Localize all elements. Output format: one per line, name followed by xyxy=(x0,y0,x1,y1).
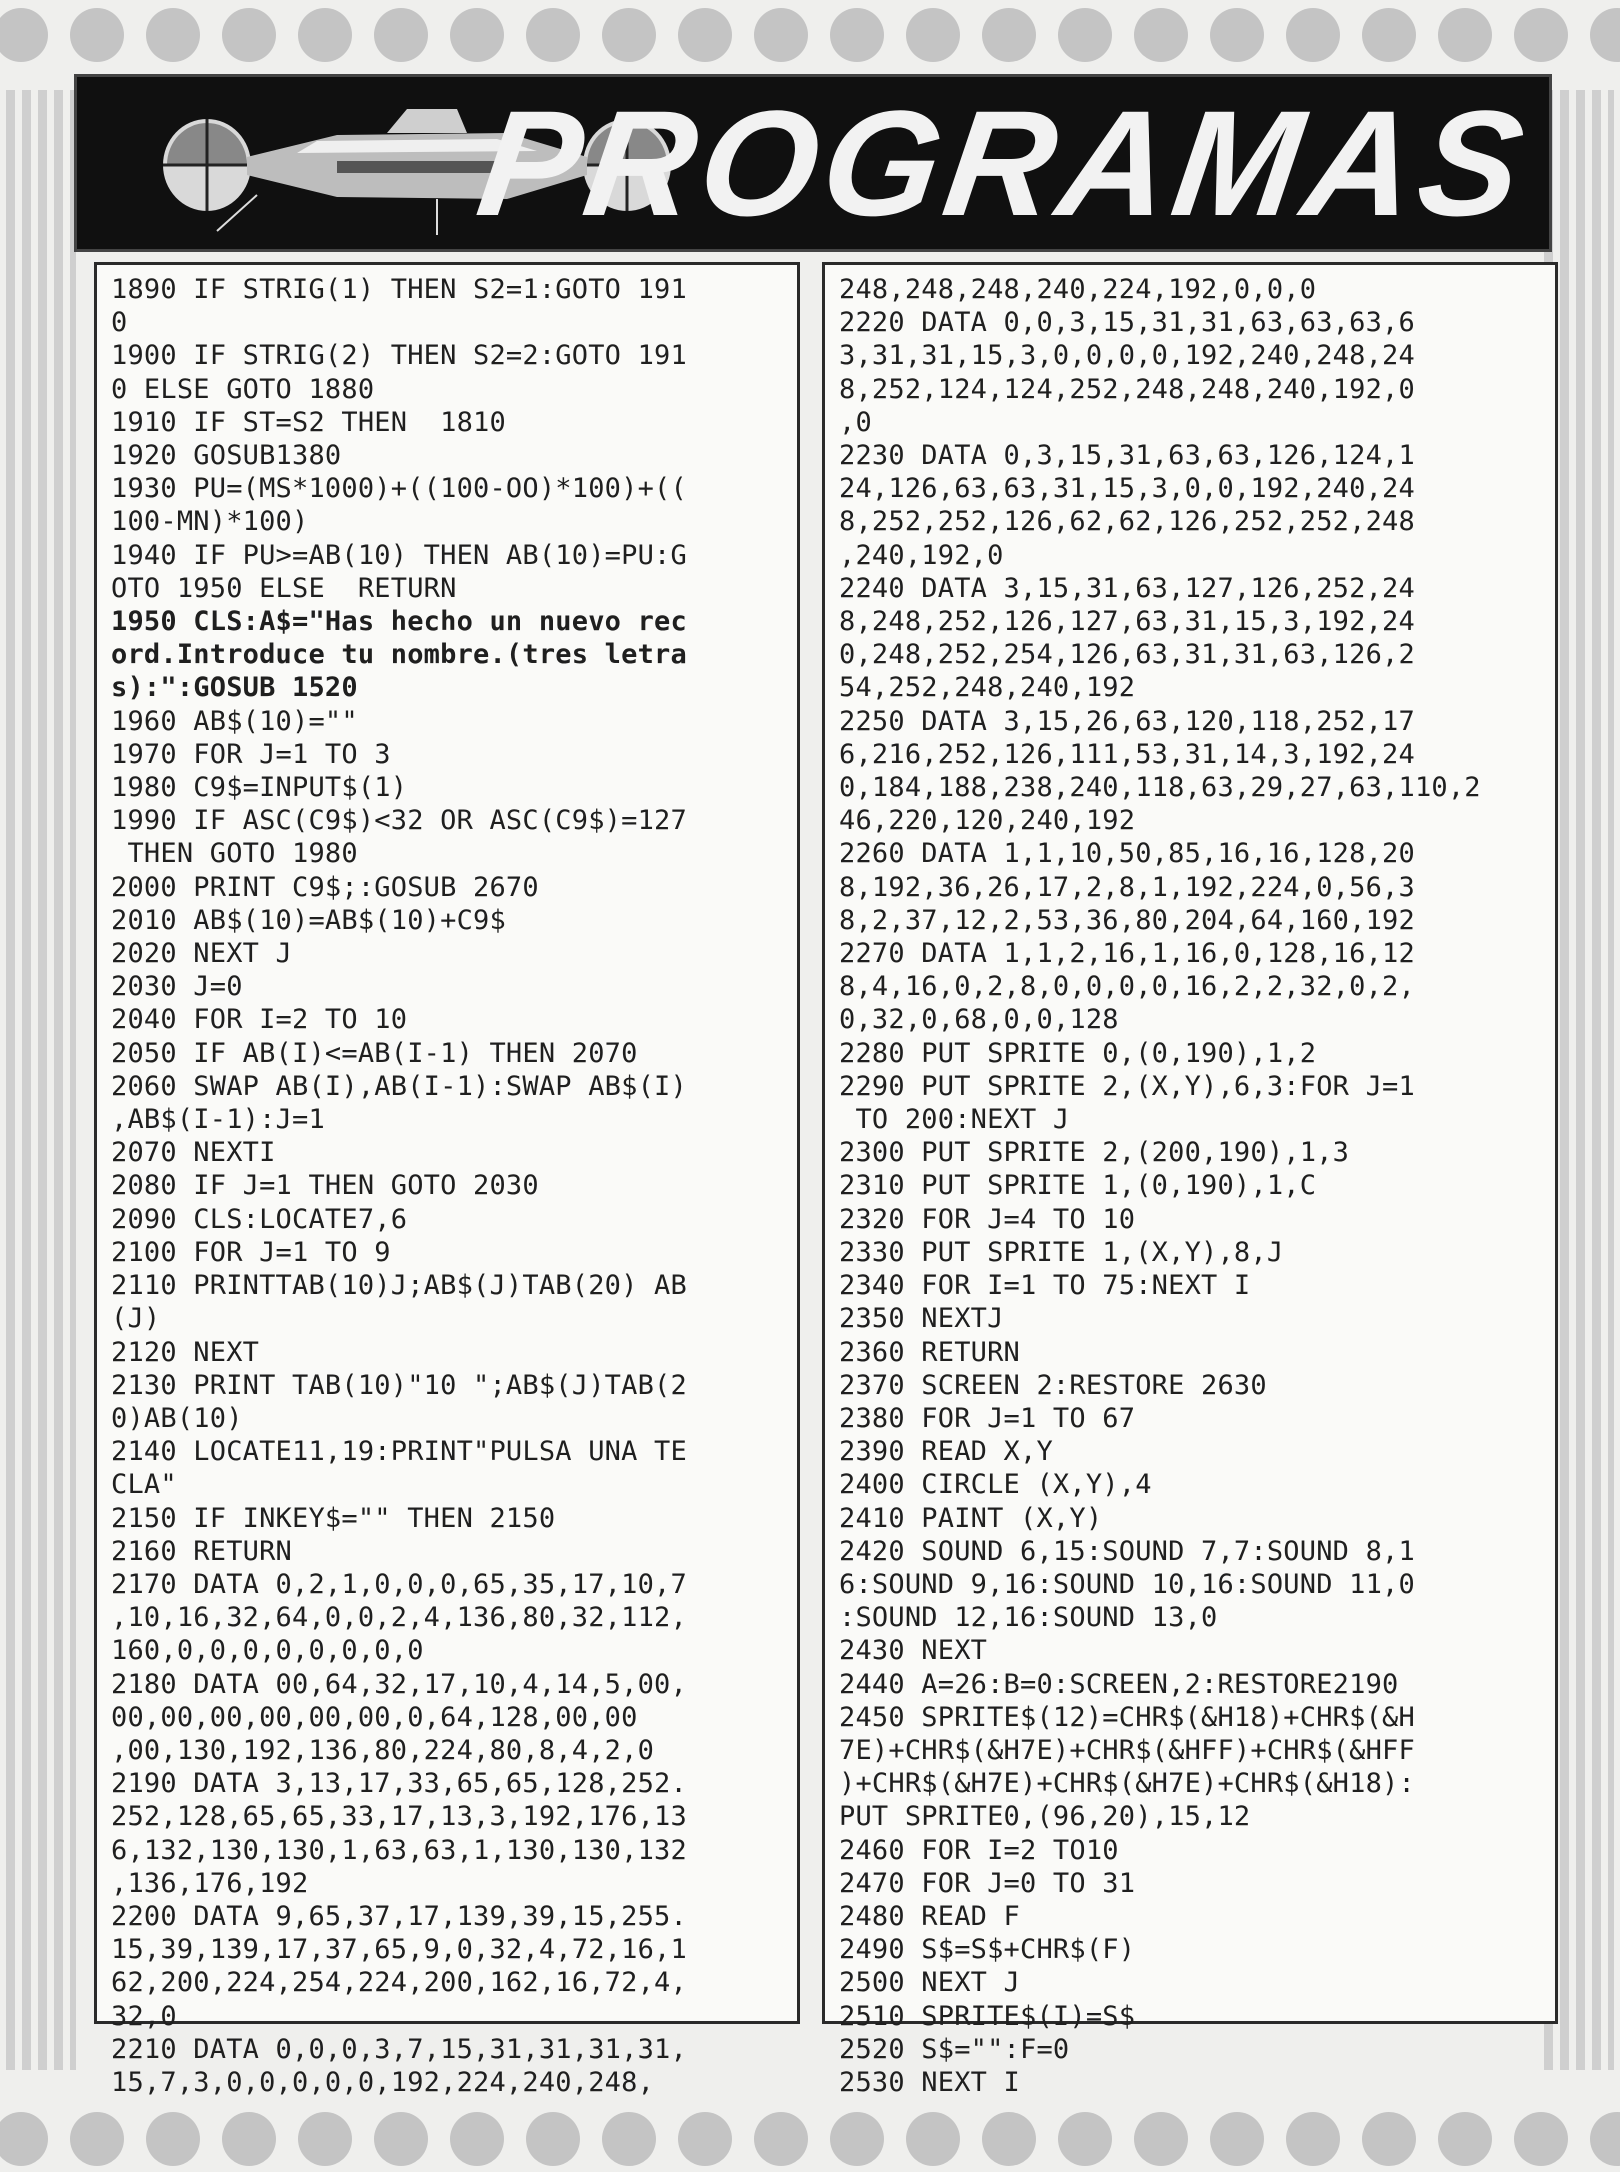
code-line: 0,184,188,238,240,118,63,29,27,63,110,2 xyxy=(839,772,1481,804)
code-line: 0)AB(10) xyxy=(111,1402,243,1434)
code-line: 54,252,248,240,192 xyxy=(839,672,1136,704)
code-line: 2160 RETURN xyxy=(111,1535,293,1567)
code-line: 0 ELSE GOTO 1880 xyxy=(111,373,375,405)
code-line: 8,252,124,124,252,248,248,240,192,0 xyxy=(839,373,1415,405)
code-line: 2150 IF INKEY$="" THEN 2150 xyxy=(111,1502,556,1534)
code-line: 2110 PRINTTAB(10)J;AB$(J)TAB(20) AB xyxy=(111,1270,687,1302)
code-line: 1980 C9$=INPUT$(1) xyxy=(111,772,408,804)
left-stripe-border xyxy=(6,90,76,2070)
border-dot xyxy=(526,2112,580,2166)
code-line: )+CHR$(&H7E)+CHR$(&H7E)+CHR$(&H18): xyxy=(839,1768,1415,1800)
code-line: 6,216,252,126,111,53,31,14,3,192,24 xyxy=(839,738,1415,770)
code-line: 2140 LOCATE11,19:PRINT"PULSA UNA TE xyxy=(111,1436,687,1468)
code-line: 2530 NEXT I xyxy=(839,2066,1021,2098)
code-line: ,0 xyxy=(839,406,872,438)
code-line: 2310 PUT SPRITE 1,(0,190),1,C xyxy=(839,1170,1317,1202)
code-line: 2470 FOR J=0 TO 31 xyxy=(839,1867,1136,1899)
code-line: 32,0 xyxy=(111,2000,177,2032)
code-column-left xyxy=(94,262,800,2098)
border-dot xyxy=(70,8,124,62)
border-dot xyxy=(1590,2112,1620,2166)
code-line: 2410 PAINT (X,Y) xyxy=(839,1502,1103,1534)
code-line: 2350 NEXTJ xyxy=(839,1303,1004,1335)
code-line: 2020 NEXT J xyxy=(111,938,293,970)
code-line: 2290 PUT SPRITE 2,(X,Y),6,3:FOR J=1 xyxy=(839,1070,1415,1102)
code-line: 8,192,36,26,17,2,8,1,192,224,0,56,3 xyxy=(839,871,1415,903)
code-line: 2090 CLS:LOCATE7,6 xyxy=(111,1203,408,1235)
code-line: 2050 IF AB(I)<=AB(I-1) THEN 2070 xyxy=(111,1037,638,1069)
code-line: 2380 FOR J=1 TO 67 xyxy=(839,1402,1136,1434)
code-line: 2130 PRINT TAB(10)"10 ";AB$(J)TAB(2 xyxy=(111,1369,687,1401)
code-line: 2280 PUT SPRITE 0,(0,190),1,2 xyxy=(839,1037,1317,1069)
border-dot xyxy=(906,8,960,62)
code-line: 2210 DATA 0,0,0,3,7,15,31,31,31,31, xyxy=(111,2033,687,2065)
code-line: 2270 DATA 1,1,2,16,1,16,0,128,16,12 xyxy=(839,938,1415,970)
border-dot xyxy=(1286,8,1340,62)
code-line: 2240 DATA 3,15,31,63,127,126,252,24 xyxy=(839,572,1415,604)
code-line: 2500 NEXT J xyxy=(839,1967,1021,1999)
code-line: 2370 SCREEN 2:RESTORE 2630 xyxy=(839,1369,1267,1401)
code-line: 6,132,130,130,1,63,63,1,130,130,132 xyxy=(111,1834,687,1866)
code-line: 1900 IF STRIG(2) THEN S2=2:GOTO 191 xyxy=(111,340,687,372)
code-line: 2060 SWAP AB(I),AB(I-1):SWAP AB$(I) xyxy=(111,1070,687,1102)
code-line: 2330 PUT SPRITE 1,(X,Y),8,J xyxy=(839,1236,1284,1268)
code-line: 2180 DATA 00,64,32,17,10,4,14,5,00, xyxy=(111,1668,687,1700)
border-dot xyxy=(298,8,352,62)
code-line: 2000 PRINT C9$;:GOSUB 2670 xyxy=(111,871,539,903)
code-line: 1910 IF ST=S2 THEN 1810 xyxy=(111,406,506,438)
border-dot xyxy=(982,2112,1036,2166)
border-dot xyxy=(1134,8,1188,62)
border-dot xyxy=(906,2112,960,2166)
code-line: 1990 IF ASC(C9$)<32 OR ASC(C9$)=127 xyxy=(111,805,687,837)
code-line: ord.Introduce tu nombre.(tres letra xyxy=(111,639,687,671)
code-line: 2080 IF J=1 THEN GOTO 2030 xyxy=(111,1170,539,1202)
code-line: 2200 DATA 9,65,37,17,139,39,15,255. xyxy=(111,1900,687,1932)
code-line: OTO 1950 ELSE RETURN xyxy=(111,572,457,604)
code-line: 24,126,63,63,31,15,3,0,0,192,240,24 xyxy=(839,473,1415,505)
code-line: :SOUND 12,16:SOUND 13,0 xyxy=(839,1602,1218,1634)
code-line: ,136,176,192 xyxy=(111,1867,309,1899)
border-dot xyxy=(298,2112,352,2166)
code-line: 252,128,65,65,33,17,13,3,192,176,13 xyxy=(111,1801,687,1833)
code-line: 2450 SPRITE$(12)=CHR$(&H18)+CHR$(&H xyxy=(839,1701,1415,1733)
code-line: 2480 READ F xyxy=(839,1900,1021,1932)
code-line: 2220 DATA 0,0,3,15,31,31,63,63,63,6 xyxy=(839,307,1415,339)
border-dot xyxy=(526,8,580,62)
code-line: 00,00,00,00,00,00,0,64,128,00,00 xyxy=(111,1701,638,1733)
code-line: 15,7,3,0,0,0,0,0,192,224,240,248, xyxy=(111,2066,655,2098)
border-dot xyxy=(1134,2112,1188,2166)
border-dot xyxy=(0,2112,48,2166)
border-dot xyxy=(70,2112,124,2166)
code-line: 1940 IF PU>=AB(10) THEN AB(10)=PU:G xyxy=(111,539,687,571)
code-line: 15,39,139,17,37,65,9,0,32,4,72,16,1 xyxy=(111,1934,687,1966)
code-line: 1970 FOR J=1 TO 3 xyxy=(111,738,391,770)
code-line: 2460 FOR I=2 TO10 xyxy=(839,1834,1119,1866)
code-line: 8,4,16,0,2,8,0,0,0,0,16,2,2,32,0,2, xyxy=(839,971,1415,1003)
code-line: 1950 CLS:A$="Has hecho un nuevo rec xyxy=(111,606,687,638)
code-line: PUT SPRITE0,(96,20),15,12 xyxy=(839,1801,1251,1833)
code-line: 2260 DATA 1,1,10,50,85,16,16,128,20 xyxy=(839,838,1415,870)
code-line: 160,0,0,0,0,0,0,0,0 xyxy=(111,1635,424,1667)
code-line: 46,220,120,240,192 xyxy=(839,805,1136,837)
page-title: PROGRAMAS xyxy=(469,79,1539,247)
code-line: 2520 S$="":F=0 xyxy=(839,2033,1070,2065)
code-line: 2010 AB$(10)=AB$(10)+C9$ xyxy=(111,904,506,936)
border-dot xyxy=(982,8,1036,62)
border-dot xyxy=(678,8,732,62)
code-line: 248,248,248,240,224,192,0,0,0 xyxy=(839,274,1317,305)
top-dot-border xyxy=(0,8,1620,68)
code-line: TO 200:NEXT J xyxy=(839,1104,1070,1136)
border-dot xyxy=(450,2112,504,2166)
border-dot xyxy=(1438,2112,1492,2166)
code-line: 2030 J=0 xyxy=(111,971,243,1003)
code-line: 2340 FOR I=1 TO 75:NEXT I xyxy=(839,1270,1251,1302)
border-dot xyxy=(222,2112,276,2166)
border-dot xyxy=(374,8,428,62)
code-line: 2230 DATA 0,3,15,31,63,63,126,124,1 xyxy=(839,440,1415,472)
border-dot xyxy=(1514,2112,1568,2166)
code-line: 2300 PUT SPRITE 2,(200,190),1,3 xyxy=(839,1137,1350,1169)
border-dot xyxy=(374,2112,428,2166)
code-line: 8,248,252,126,127,63,31,15,3,192,24 xyxy=(839,606,1415,638)
border-dot xyxy=(1362,2112,1416,2166)
code-line: 2100 FOR J=1 TO 9 xyxy=(111,1236,391,1268)
border-dot xyxy=(1362,8,1416,62)
code-line: 2360 RETURN xyxy=(839,1336,1021,1368)
code-line: 2390 READ X,Y xyxy=(839,1436,1053,1468)
border-dot xyxy=(1438,8,1492,62)
code-line: 2040 FOR I=2 TO 10 xyxy=(111,1004,408,1036)
code-line: 8,252,252,126,62,62,126,252,252,248 xyxy=(839,506,1415,538)
border-dot xyxy=(754,2112,808,2166)
code-line: 2250 DATA 3,15,26,63,120,118,252,17 xyxy=(839,705,1415,737)
code-line: 0,248,252,254,126,63,31,31,63,126,2 xyxy=(839,639,1415,671)
section-banner xyxy=(74,74,1552,252)
border-dot xyxy=(1058,8,1112,62)
code-line: 2400 CIRCLE (X,Y),4 xyxy=(839,1469,1152,1501)
code-line: CLA" xyxy=(111,1469,177,1501)
border-dot xyxy=(146,2112,200,2166)
code-line: 3,31,31,15,3,0,0,0,0,192,240,248,24 xyxy=(839,340,1415,372)
border-dot xyxy=(1286,2112,1340,2166)
code-line: 2490 S$=S$+CHR$(F) xyxy=(839,1934,1136,1966)
border-dot xyxy=(450,8,504,62)
border-dot xyxy=(754,8,808,62)
code-line: 0 xyxy=(111,307,128,339)
code-line: 1960 AB$(10)="" xyxy=(111,705,358,737)
code-line: 2170 DATA 0,2,1,0,0,0,65,35,17,10,7 xyxy=(111,1568,687,1600)
border-dot xyxy=(678,2112,732,2166)
code-line: 2510 SPRITE$(I)=S$ xyxy=(839,2000,1136,2032)
code-line: s):":GOSUB 1520 xyxy=(111,672,358,704)
code-line: 2320 FOR J=4 TO 10 xyxy=(839,1203,1136,1235)
border-dot xyxy=(830,8,884,62)
border-dot xyxy=(0,8,48,62)
code-line: THEN GOTO 1980 xyxy=(111,838,358,870)
border-dot xyxy=(222,8,276,62)
code-line: 62,200,224,254,224,200,162,16,72,4, xyxy=(111,1967,687,1999)
code-line: 2420 SOUND 6,15:SOUND 7,7:SOUND 8,1 xyxy=(839,1535,1415,1567)
code-line: ,00,130,192,136,80,224,80,8,4,2,0 xyxy=(111,1734,655,1766)
code-column-right xyxy=(822,262,1558,2098)
code-line: 2070 NEXTI xyxy=(111,1137,276,1169)
code-line: 1930 PU=(MS*1000)+((100-OO)*100)+(( xyxy=(111,473,687,505)
code-line: ,AB$(I-1):J=1 xyxy=(111,1104,325,1136)
border-dot xyxy=(146,8,200,62)
border-dot xyxy=(1514,8,1568,62)
border-dot xyxy=(830,2112,884,2166)
border-dot xyxy=(1210,2112,1264,2166)
code-line: 2120 NEXT xyxy=(111,1336,260,1368)
code-line: ,240,192,0 xyxy=(839,539,1004,571)
border-dot xyxy=(1210,8,1264,62)
code-line: 1920 GOSUB1380 xyxy=(111,440,342,472)
border-dot xyxy=(602,2112,656,2166)
code-line: ,10,16,32,64,0,0,2,4,136,80,32,112, xyxy=(111,1602,687,1634)
code-line: 0,32,0,68,0,0,128 xyxy=(839,1004,1119,1036)
code-line: 2190 DATA 3,13,17,33,65,65,128,252. xyxy=(111,1768,687,1800)
border-dot xyxy=(1590,8,1620,62)
code-line: 7E)+CHR$(&H7E)+CHR$(&HFF)+CHR$(&HFF xyxy=(839,1734,1415,1766)
code-line: (J) xyxy=(111,1303,161,1335)
code-line: 8,2,37,12,2,53,36,80,204,64,160,192 xyxy=(839,904,1415,936)
code-line: 6:SOUND 9,16:SOUND 10,16:SOUND 11,0 xyxy=(839,1568,1415,1600)
code-line: 100-MN)*100) xyxy=(111,506,309,538)
code-line: 1890 IF STRIG(1) THEN S2=1:GOTO 191 xyxy=(111,274,687,305)
code-line: 2430 NEXT xyxy=(839,1635,988,1667)
border-dot xyxy=(1058,2112,1112,2166)
border-dot xyxy=(602,8,656,62)
code-line: 2440 A=26:B=0:SCREEN,2:RESTORE2190 xyxy=(839,1668,1399,1700)
bottom-dot-border xyxy=(0,2112,1620,2172)
